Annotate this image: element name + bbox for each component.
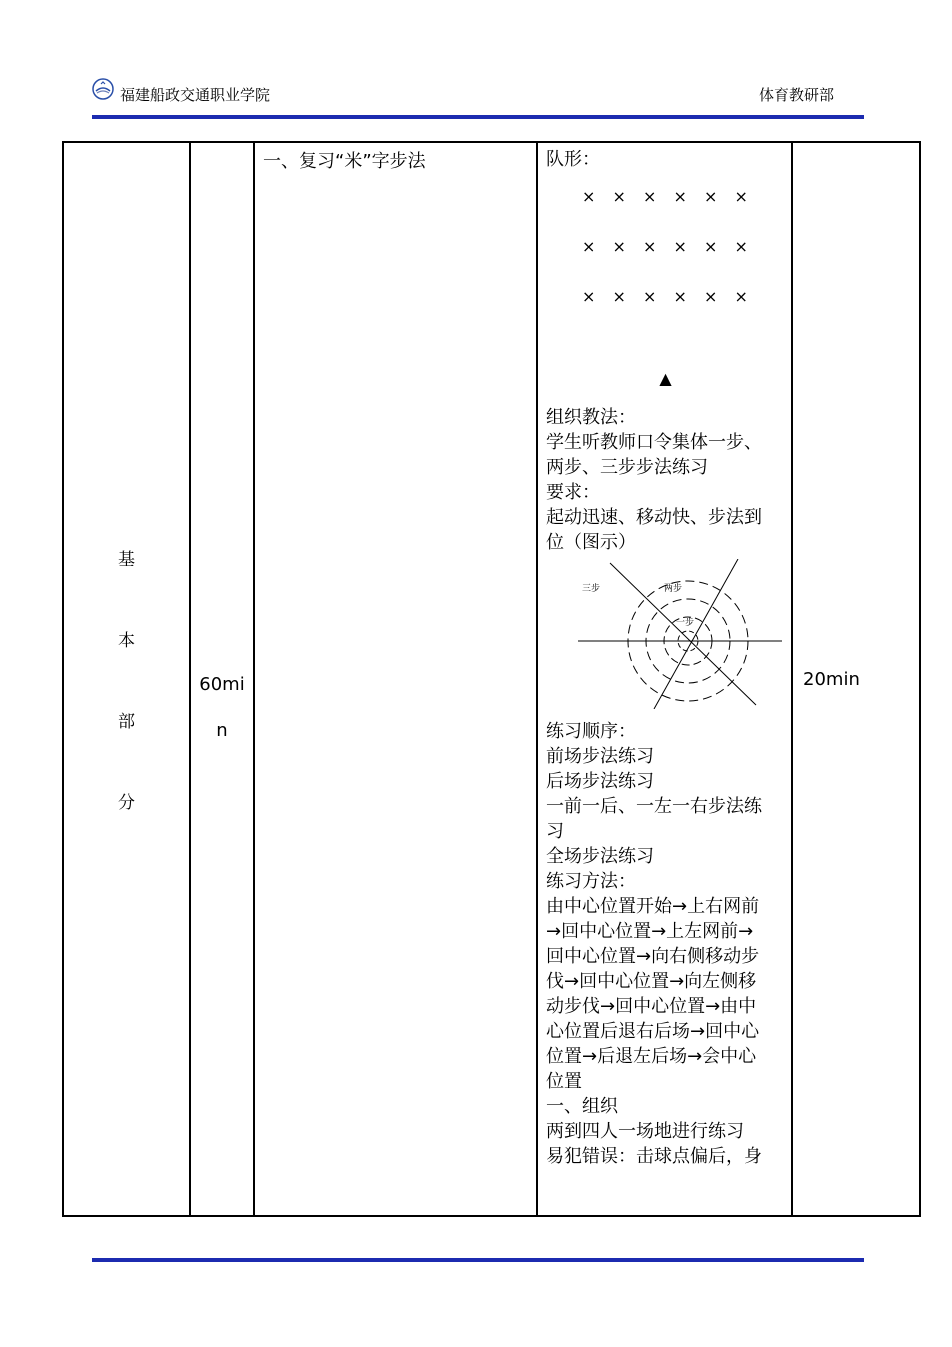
section-char: 分 — [118, 793, 135, 813]
method-line: 起动迅速、移动快、步法到 — [546, 507, 762, 528]
student-row: × × × × × × — [582, 187, 754, 206]
method-line: 易犯错误：击球点偏后，身 — [546, 1146, 762, 1167]
section-char: 部 — [118, 712, 135, 732]
diagram-label-two: 两步 — [664, 584, 683, 594]
footwork-axis-steep — [654, 559, 738, 709]
time-cell — [190, 142, 254, 1216]
time-line: n — [216, 720, 228, 741]
diagram-label-one: 一步 — [676, 618, 695, 628]
student-row: × × × × × × — [582, 287, 754, 306]
method-line: 练习顺序： — [546, 721, 636, 742]
section-char: 基 — [118, 550, 135, 570]
method-line: 练习方法： — [546, 871, 636, 892]
teacher-marker: ▲ — [659, 369, 672, 388]
footer-rule — [92, 1258, 864, 1262]
footwork-axis-diagonal — [610, 563, 756, 705]
method-line: 伐→回中心位置→向左侧移 — [546, 971, 757, 992]
method-line: 习 — [546, 821, 564, 842]
content-cell — [254, 142, 537, 1216]
method-line: →回中心位置→上左网前→ — [546, 921, 754, 942]
method-line: 学生听教师口令集体一步、 — [546, 432, 762, 453]
section-char: 本 — [118, 631, 135, 651]
method-line: 两到四人一场地进行练习 — [546, 1121, 744, 1142]
method-line: 由中心位置开始→上右网前 — [546, 896, 760, 917]
method-line: 后场步法练习 — [546, 771, 654, 792]
student-row: × × × × × × — [582, 237, 754, 256]
department-name: 体育教研部 — [758, 86, 834, 104]
method-line: 组织教法： — [546, 407, 636, 428]
method-line: 全场步法练习 — [546, 846, 654, 867]
lesson-plan-table — [62, 141, 921, 1217]
method-cell — [537, 142, 792, 1216]
method-line: 位置→后退左后场→会中心 — [546, 1046, 757, 1067]
content-title: 一、复习“米”字步法 — [263, 151, 426, 172]
formation-label: 队形： — [546, 149, 600, 170]
method-line: 回中心位置→向右侧移动步 — [546, 946, 760, 967]
method-line: 两步、三步步法练习 — [546, 457, 708, 478]
method-line: 要求： — [546, 482, 600, 503]
footwork-diagram — [578, 559, 784, 709]
method-line: 位置 — [546, 1071, 582, 1092]
diagram-label-three: 三步 — [582, 584, 601, 594]
method-line: 一、组织 — [546, 1096, 618, 1117]
method-line: 动步伐→回中心位置→由中 — [546, 996, 757, 1017]
method-line: 心位置后退右后场→回中心 — [546, 1021, 760, 1042]
method-line: 一前一后、一左一右步法练 — [546, 796, 762, 817]
duration-value: 20min — [803, 668, 860, 690]
header-rule — [92, 115, 864, 119]
table-row — [63, 142, 920, 1216]
section-cell — [63, 142, 190, 1216]
school-logo-icon — [92, 78, 114, 100]
page-header — [92, 78, 864, 108]
method-line: 位（图示） — [546, 532, 636, 553]
school-name: 福建船政交通职业学院 — [120, 86, 271, 104]
time-line: 60mi — [199, 674, 245, 695]
duration-cell — [792, 142, 920, 1216]
method-line: 前场步法练习 — [546, 746, 654, 767]
